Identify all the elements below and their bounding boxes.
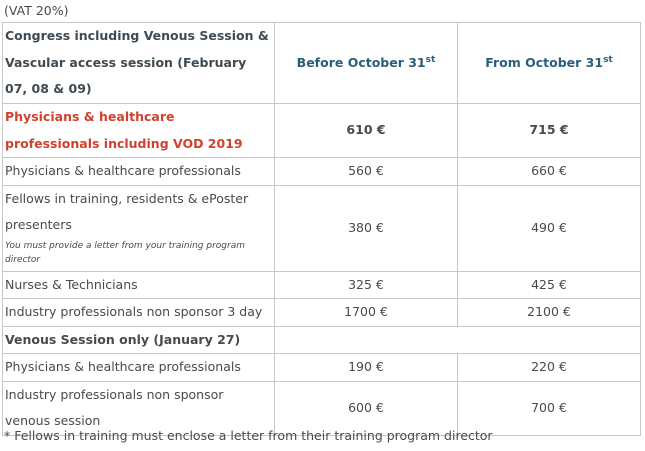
row-label: Physicians & healthcare professionals xyxy=(3,354,275,382)
table-row xyxy=(3,354,641,382)
price-before: 600 € xyxy=(275,381,458,435)
row-label: Industry professionals non sponsor 3 day xyxy=(3,299,275,327)
row-label-text: Fellows in training, residents & ePoster presenters xyxy=(5,190,249,232)
price-from: 700 € xyxy=(458,381,641,435)
header-from-october: From October 31st xyxy=(458,23,641,104)
table-row xyxy=(3,299,641,327)
table-header-row xyxy=(3,23,641,104)
price-from: 490 € xyxy=(458,185,641,271)
row-label xyxy=(3,185,275,271)
table-row xyxy=(3,158,641,186)
price-from: 660 € xyxy=(458,158,641,186)
section-empty-cell xyxy=(275,326,641,354)
price-before: 610 € xyxy=(275,104,458,158)
pricing-table xyxy=(2,22,641,436)
row-note: You must provide a letter from your training program director xyxy=(5,240,245,265)
price-from: 425 € xyxy=(458,271,641,299)
price-before: 190 € xyxy=(275,354,458,382)
row-label: Physicians & healthcare professionals xyxy=(3,158,275,186)
row-label: Nurses & Technicians xyxy=(3,271,275,299)
table-row xyxy=(3,104,641,158)
price-before: 325 € xyxy=(275,271,458,299)
row-label: Industry professionals non sponsor venous session xyxy=(3,381,275,435)
section-row-venous xyxy=(3,326,641,354)
header-label: Congress including Venous Session & Vascular access session (February 07, 08 & 09) xyxy=(3,23,275,104)
table-row xyxy=(3,185,641,271)
price-from: 220 € xyxy=(458,354,641,382)
price-before: 560 € xyxy=(275,158,458,186)
table-row xyxy=(3,271,641,299)
price-before: 380 € xyxy=(275,185,458,271)
table-row xyxy=(3,381,641,435)
vat-note: (VAT 20%) xyxy=(4,3,69,18)
price-from: 715 € xyxy=(458,104,641,158)
price-from: 2100 € xyxy=(458,299,641,327)
section-label: Venous Session only (January 27) xyxy=(3,326,275,354)
header-before-october: Before October 31st xyxy=(275,23,458,104)
footnote: * Fellows in training must enclose a letter from their training program director xyxy=(4,428,493,443)
row-label: Physicians & healthcare professionals including VOD 2019 xyxy=(3,104,275,158)
price-before: 1700 € xyxy=(275,299,458,327)
